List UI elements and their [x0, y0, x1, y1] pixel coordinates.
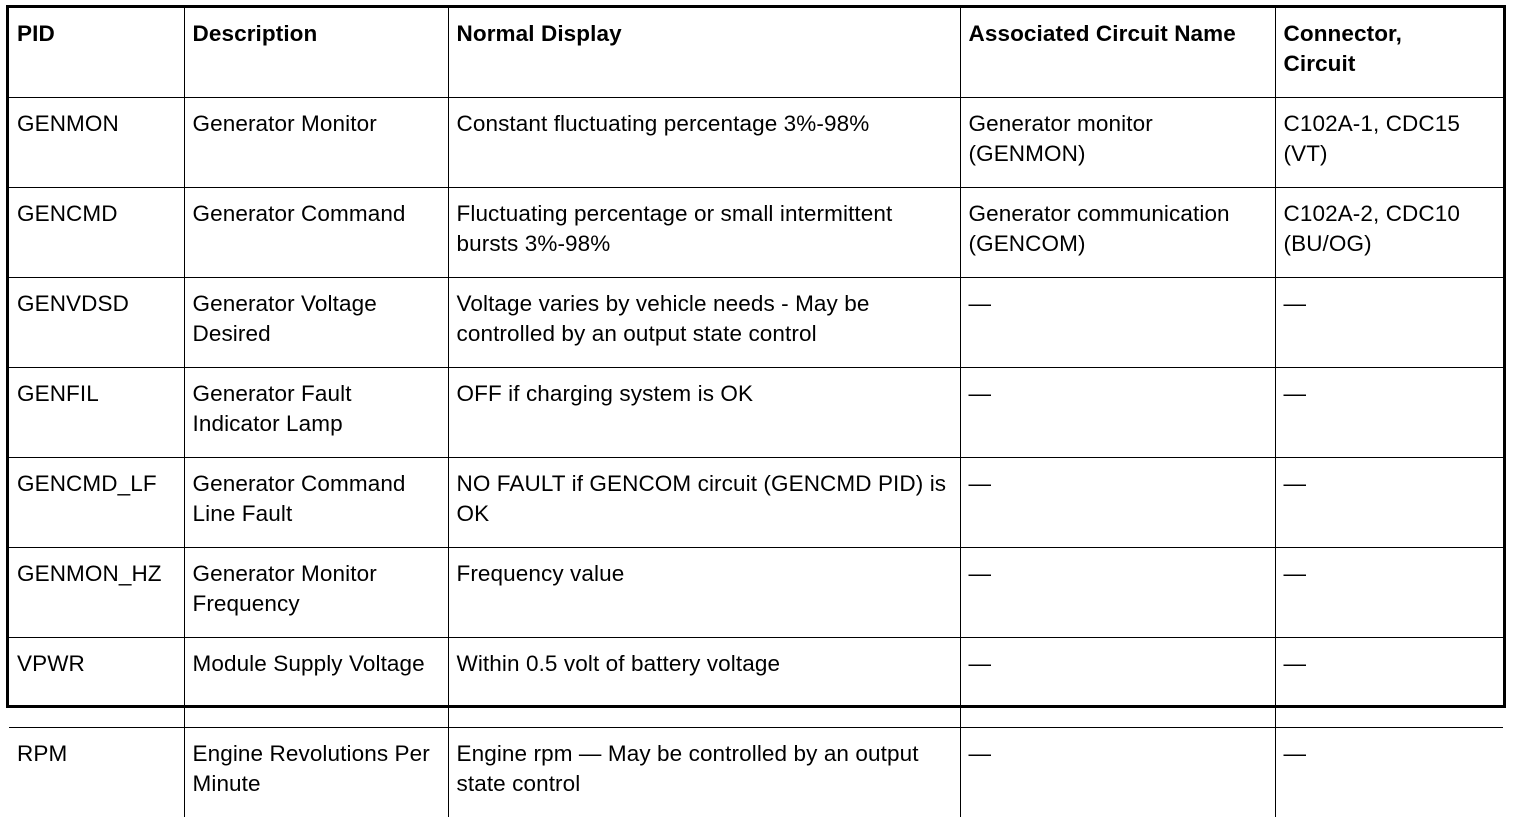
cell-circuit-name: — [960, 368, 1275, 458]
table-header-row [9, 8, 1503, 98]
cell-circuit-name: — [960, 548, 1275, 638]
cell-connector-circuit: — [1275, 368, 1503, 458]
cell-circuit-name: — [960, 638, 1275, 728]
cell-pid: RPM [9, 728, 184, 817]
cell-pid: GENVDSD [9, 278, 184, 368]
cell-circuit-name: Generator communication (GENCOM) [960, 188, 1275, 278]
pid-table [9, 8, 1503, 817]
cell-connector-circuit: C102A-2, CDC10 (BU/OG) [1275, 188, 1503, 278]
cell-connector-circuit: — [1275, 458, 1503, 548]
cell-normal-display: NO FAULT if GENCOM circuit (GENCMD PID) is OK [448, 458, 960, 548]
cell-normal-display: OFF if charging system is OK [448, 368, 960, 458]
header-circuit-name: Associated Circuit Name [960, 8, 1275, 98]
cell-normal-display: Frequency value [448, 548, 960, 638]
table-row [9, 278, 1503, 368]
header-connector-circuit-line2: Circuit [1284, 51, 1356, 76]
cell-normal-display: Voltage varies by vehicle needs - May be controlled by an output state control [448, 278, 960, 368]
cell-circuit-name: — [960, 458, 1275, 548]
cell-pid: VPWR [9, 638, 184, 728]
cell-circuit-name: Generator monitor (GENMON) [960, 98, 1275, 188]
cell-normal-display: Engine rpm — May be controlled by an output state control [448, 728, 960, 817]
cell-connector-circuit: C102A-1, CDC15 (VT) [1275, 98, 1503, 188]
table-row [9, 638, 1503, 728]
cell-description: Module Supply Voltage [184, 638, 448, 728]
cell-description: Engine Revolutions Per Minute [184, 728, 448, 817]
cell-circuit-name: — [960, 278, 1275, 368]
cell-pid: GENMON_HZ [9, 548, 184, 638]
cell-circuit-name: — [960, 728, 1275, 817]
cell-pid: GENFIL [9, 368, 184, 458]
cell-description: Generator Monitor [184, 98, 448, 188]
cell-description: Generator Voltage Desired [184, 278, 448, 368]
table-row [9, 98, 1503, 188]
header-pid: PID [9, 8, 184, 98]
cell-normal-display: Constant fluctuating percentage 3%-98% [448, 98, 960, 188]
cell-normal-display: Within 0.5 volt of battery voltage [448, 638, 960, 728]
cell-connector-circuit: — [1275, 728, 1503, 817]
cell-description: Generator Command [184, 188, 448, 278]
header-connector-circuit-line1: Connector, [1284, 21, 1403, 46]
cell-pid: GENMON [9, 98, 184, 188]
table-row [9, 368, 1503, 458]
cell-description: Generator Monitor Frequency [184, 548, 448, 638]
header-connector-circuit [1275, 8, 1503, 98]
pid-table-frame [6, 5, 1506, 708]
cell-connector-circuit: — [1275, 638, 1503, 728]
cell-normal-display: Fluctuating percentage or small intermittent bursts 3%-98% [448, 188, 960, 278]
cell-description: Generator Command Line Fault [184, 458, 448, 548]
table-row [9, 188, 1503, 278]
header-description: Description [184, 8, 448, 98]
cell-pid: GENCMD [9, 188, 184, 278]
table-row [9, 728, 1503, 817]
cell-connector-circuit: — [1275, 278, 1503, 368]
cell-description: Generator Fault Indicator Lamp [184, 368, 448, 458]
table-row [9, 458, 1503, 548]
table-row [9, 548, 1503, 638]
cell-pid: GENCMD_LF [9, 458, 184, 548]
cell-connector-circuit: — [1275, 548, 1503, 638]
header-normal-display: Normal Display [448, 8, 960, 98]
